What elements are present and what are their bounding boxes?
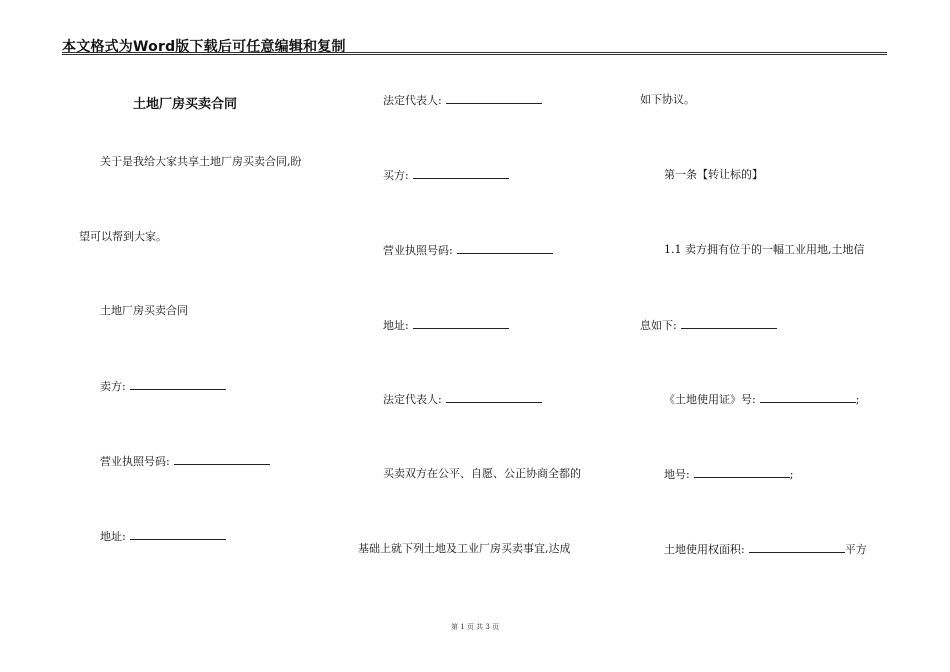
buyer-label: 买方:: [383, 169, 409, 182]
seller-field: [100, 379, 226, 394]
land-area-blank: [749, 542, 845, 553]
seller-address-label: 地址:: [100, 530, 126, 543]
seller-address-field: [100, 529, 226, 544]
lot-number-field: [664, 467, 793, 482]
buyer-license-blank: [457, 243, 553, 254]
header-divider: [62, 52, 887, 55]
land-cert-field: [664, 392, 859, 407]
land-area-unit: 平方: [844, 543, 867, 556]
buyer-license-label: 营业执照号码:: [383, 244, 453, 257]
land-cert-label: 《土地使用证》号:: [664, 393, 756, 406]
contract-subtitle: 土地厂房买卖合同: [100, 304, 188, 317]
buyer-legal-rep-label: 法定代表人:: [383, 393, 442, 406]
seller-legal-rep-blank: [446, 93, 542, 104]
seller-legal-rep-field: [383, 93, 542, 108]
land-area-field: [664, 542, 867, 557]
contract-title: 土地厂房买卖合同: [133, 97, 238, 112]
preamble-line-3: 如下协议。: [640, 93, 695, 106]
land-cert-end: ;: [855, 393, 860, 406]
land-cert-blank: [760, 392, 856, 403]
seller-address-blank: [130, 529, 226, 540]
seller-license-field: [100, 454, 270, 469]
buyer-address-label: 地址:: [383, 319, 409, 332]
clause-1-1-line-1: 1.1 卖方拥有位于的一幅工业用地,土地信: [664, 243, 865, 256]
preamble-line-2: 基础上就下列土地及工业厂房买卖事宜,达成: [358, 542, 571, 555]
intro-line-1: 关于是我给大家共享土地厂房买卖合同,盼: [100, 155, 302, 168]
seller-legal-rep-label: 法定代表人:: [383, 94, 442, 107]
clause-1-1-line-2: [640, 318, 777, 333]
buyer-license-field: [383, 243, 553, 258]
document-header-title: 本文格式为Word版下载后可任意编辑和复制: [62, 39, 346, 55]
preamble-line-1: 买卖双方在公平、自愿、公正协商全都的: [383, 467, 581, 480]
lot-number-blank: [694, 467, 790, 478]
buyer-address-field: [383, 318, 509, 333]
article-1-heading: 第一条【转让标的】: [664, 168, 763, 181]
seller-label: 卖方:: [100, 380, 126, 393]
buyer-address-blank: [413, 318, 509, 329]
seller-blank: [130, 379, 226, 390]
land-info-label: 息如下:: [640, 319, 677, 332]
buyer-legal-rep-blank: [446, 392, 542, 403]
page-footer: 第 1 页 共 3 页: [450, 623, 500, 631]
lot-number-label: 地号:: [664, 468, 690, 481]
buyer-blank: [413, 168, 509, 179]
buyer-field: [383, 168, 509, 183]
intro-line-2: 望可以帮到大家。: [79, 230, 167, 243]
buyer-legal-rep-field: [383, 392, 542, 407]
lot-number-end: ;: [789, 468, 794, 481]
land-area-label: 土地使用权面积:: [664, 543, 745, 556]
seller-license-blank: [174, 454, 270, 465]
seller-license-label: 营业执照号码:: [100, 455, 170, 468]
land-info-blank: [681, 318, 777, 329]
